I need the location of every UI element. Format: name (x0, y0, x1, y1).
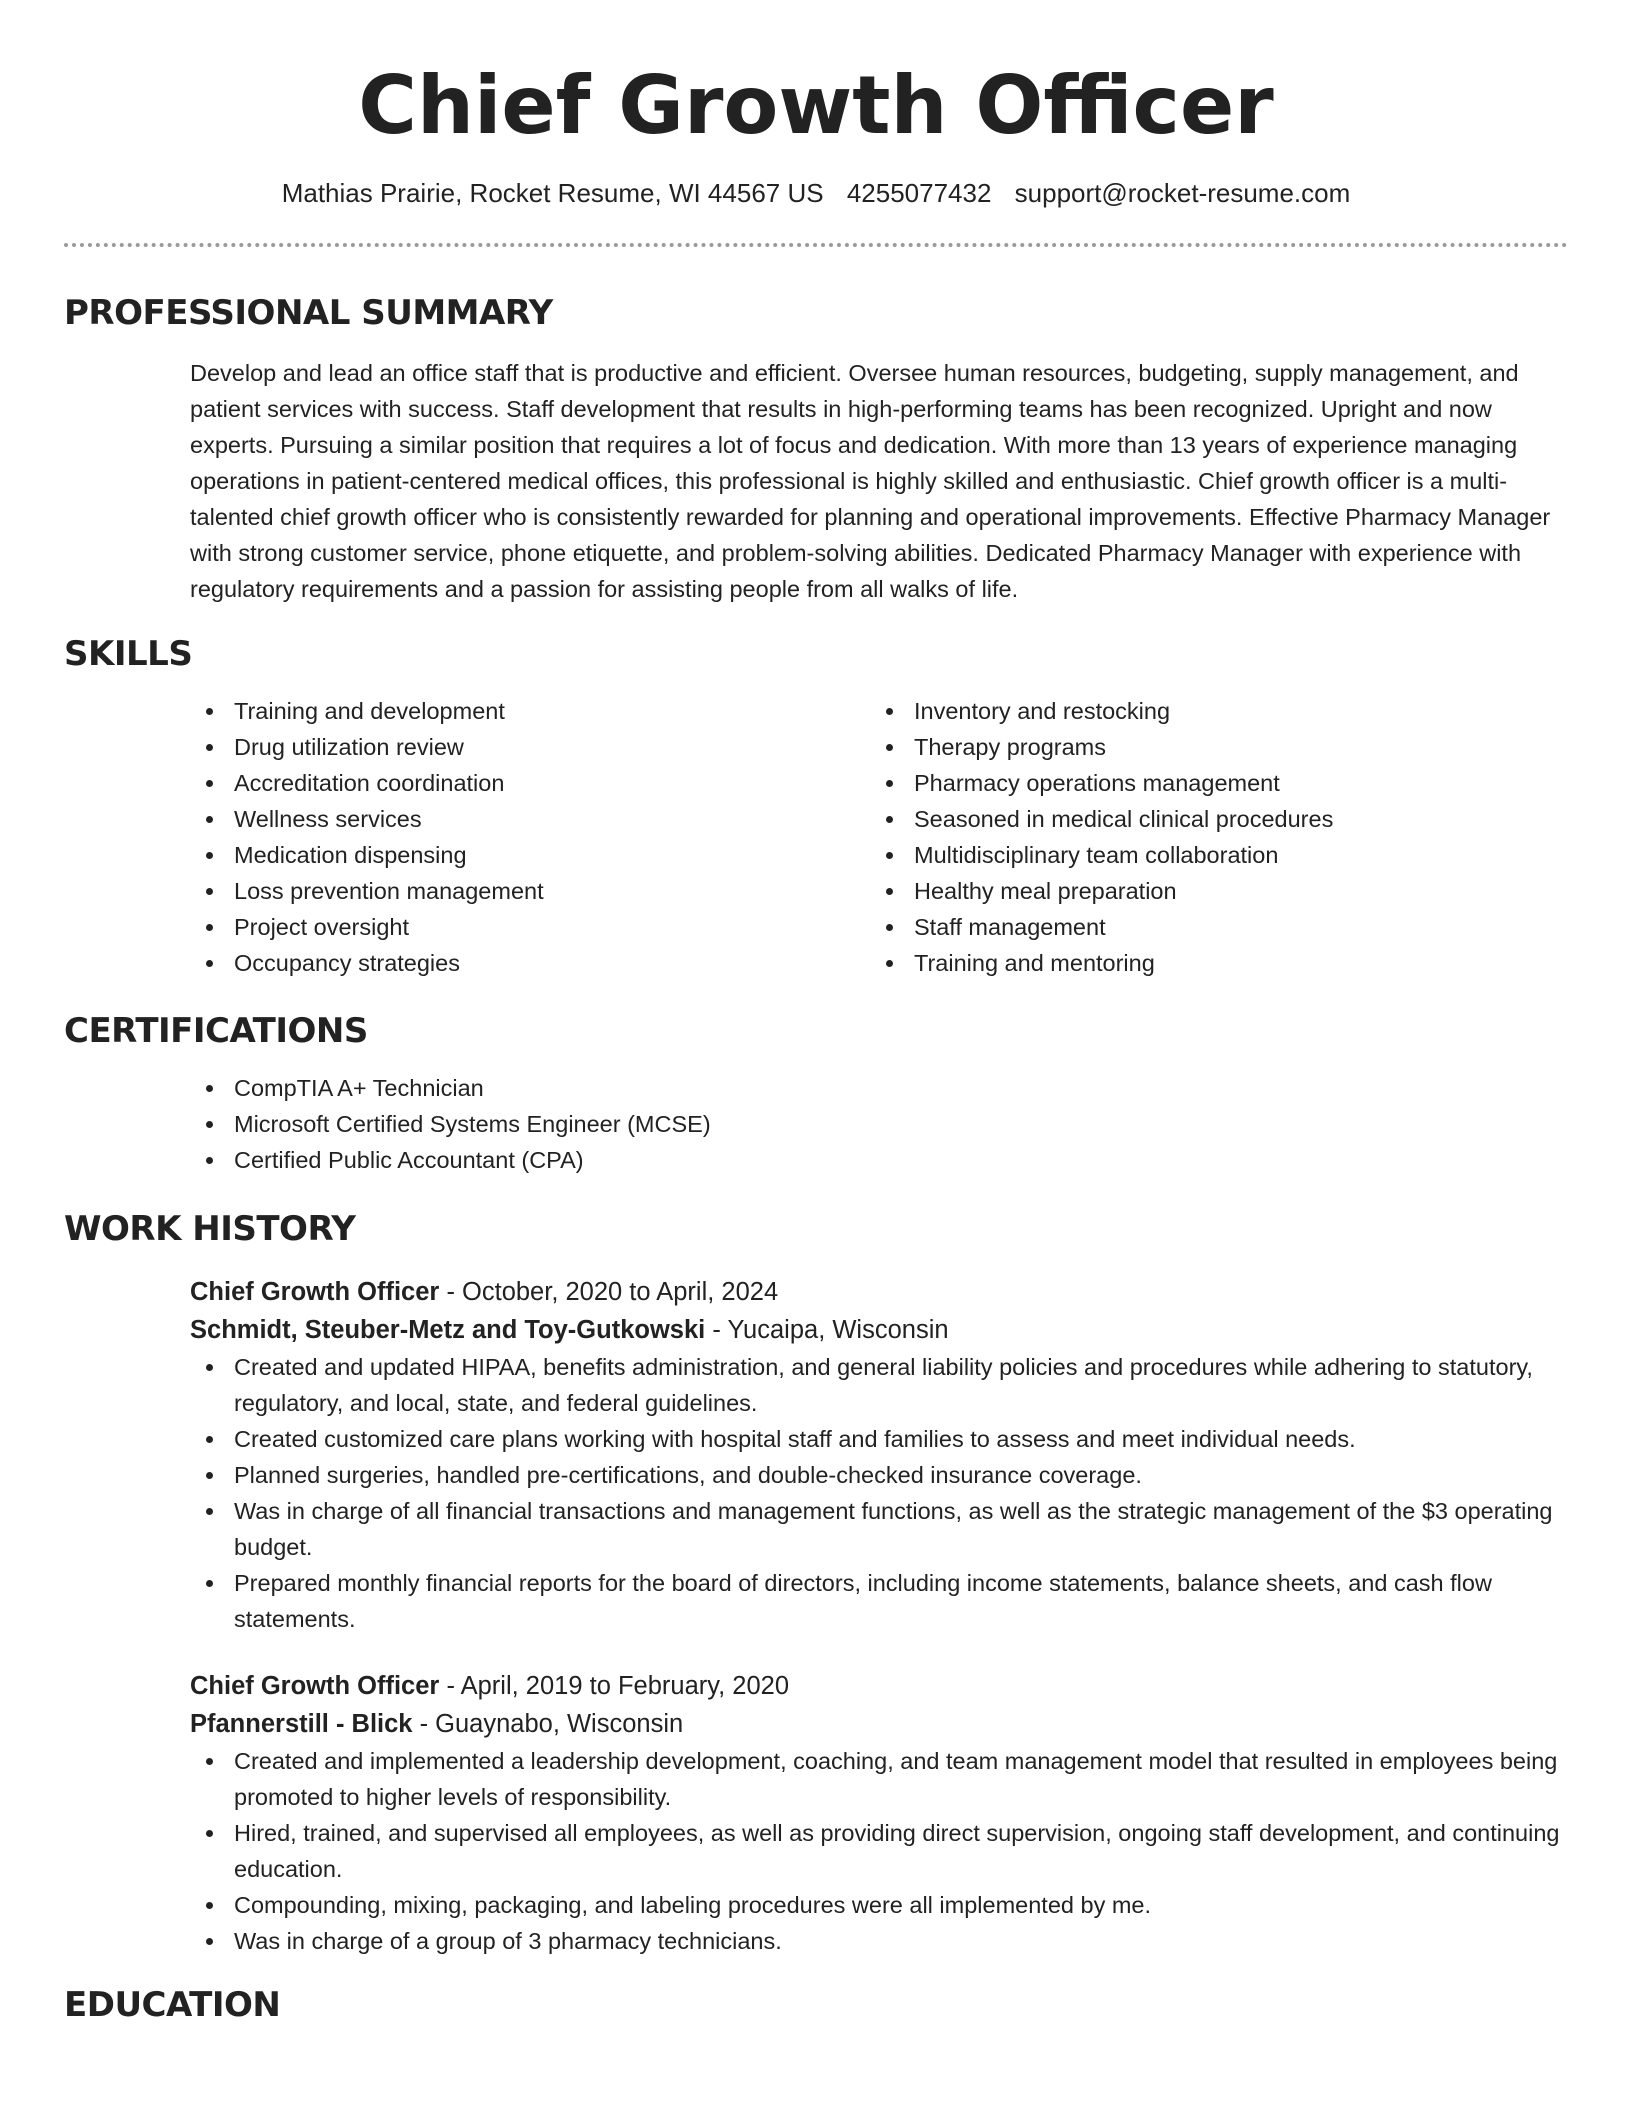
job-bullet: Planned surgeries, handled pre-certifications, and double-checked insurance coverage. (190, 1457, 1570, 1493)
skill-item: Seasoned in medical clinical procedures (870, 801, 1550, 837)
job-location: - Yucaipa, Wisconsin (705, 1316, 949, 1344)
certification-item: CompTIA A+ Technician (190, 1070, 1568, 1106)
skill-item: Wellness services (190, 801, 870, 837)
skills-grid (190, 693, 1568, 981)
skill-item: Training and mentoring (870, 945, 1550, 981)
certification-item: Certified Public Accountant (CPA) (190, 1142, 1568, 1178)
job-bullet: Was in charge of a group of 3 pharmacy technicians. (190, 1923, 1570, 1959)
job-title-line (190, 1273, 1568, 1311)
summary-heading: PROFESSIONAL SUMMARY (64, 293, 553, 333)
skill-item: Drug utilization review (190, 729, 870, 765)
skill-item: Medication dispensing (190, 837, 870, 873)
skill-item: Accreditation coordination (190, 765, 870, 801)
certifications-heading: CERTIFICATIONS (64, 1011, 368, 1051)
education-heading: EDUCATION (64, 1985, 281, 2025)
job-bullet: Was in charge of all financial transactions and management functions, as well as the strategic management of the $3 operating budget. (190, 1493, 1570, 1565)
summary-text: Develop and lead an office staff that is productive and efficient. Oversee human resources, budgeting, supply management, and patient services with success. Staff development that results in high-performing teams has been recognized. Upright and now experts. Pursuing a similar position that requires a lot of focus and dedication. With more than 13 years of experience managing operations in patient-centered medical offices, this professional is highly skilled and enthusiastic. Chief growth officer is a multi-talented chief growth officer who is consistently rewarded for planning and operational improvements. Effective Pharmacy Manager with strong customer service, phone etiquette, and problem-solving abilities. Dedicated Pharmacy Manager with experience with regulatory requirements and a passion for assisting people from all walks of life. (190, 360, 1551, 602)
job-bullet: Created customized care plans working with hospital staff and families to assess and meet individual needs. (190, 1421, 1570, 1457)
job-bullet: Compounding, mixing, packaging, and labeling procedures were all implemented by me. (190, 1887, 1570, 1923)
job-dates: - April, 2019 to February, 2020 (439, 1672, 790, 1700)
job-bullet: Created and implemented a leadership development, coaching, and team management model that resulted in employees being promoted to higher levels of responsibility. (190, 1743, 1570, 1815)
skill-item: Project oversight (190, 909, 870, 945)
job-title-line (190, 1667, 1568, 1705)
job-entry (190, 1273, 1568, 1637)
contact-line (64, 176, 1568, 210)
skill-item: Multidisciplinary team collaboration (870, 837, 1550, 873)
contact-address: Mathias Prairie, Rocket Resume, WI 44567 US (281, 178, 824, 208)
skill-item: Training and development (190, 693, 870, 729)
skill-item: Therapy programs (870, 729, 1550, 765)
skills-column-left (190, 693, 870, 981)
contact-phone: 4255077432 (846, 178, 992, 208)
work-history-heading: WORK HISTORY (64, 1209, 356, 1249)
job-location: - Guaynabo, Wisconsin (412, 1710, 684, 1738)
job-bullets (190, 1349, 1570, 1637)
skill-item: Pharmacy operations management (870, 765, 1550, 801)
job-bullet: Created and updated HIPAA, benefits administration, and general liability policies and procedures while adhering to statutory, regulatory, and local, state, and federal guidelines. (190, 1349, 1570, 1421)
skill-item: Occupancy strategies (190, 945, 870, 981)
skill-item: Inventory and restocking (870, 693, 1550, 729)
skills-heading: SKILLS (64, 634, 193, 674)
job-bullet: Hired, trained, and supervised all employees, as well as providing direct supervision, ongoing staff development, and continuing education. (190, 1815, 1570, 1887)
skill-item: Staff management (870, 909, 1550, 945)
job-bullets (190, 1743, 1570, 1959)
job-dates: - October, 2020 to April, 2024 (439, 1278, 779, 1306)
resume-page (64, 0, 1568, 2027)
contact-email: support@rocket-resume.com (1014, 178, 1351, 208)
job-entry (190, 1667, 1568, 1959)
candidate-name: Chief Growth Officer (358, 59, 1274, 152)
skills-column-right (870, 693, 1550, 981)
job-role: Chief Growth Officer (190, 1672, 440, 1700)
skill-item: Healthy meal preparation (870, 873, 1550, 909)
certification-item: Microsoft Certified Systems Engineer (MCSE) (190, 1106, 1568, 1142)
job-role: Chief Growth Officer (190, 1278, 440, 1306)
job-company: Pfannerstill - Blick (190, 1710, 413, 1738)
job-bullet: Prepared monthly financial reports for the board of directors, including income statements, balance sheets, and cash flow statements. (190, 1565, 1570, 1637)
job-company-line (190, 1311, 1568, 1349)
certifications-list (190, 1070, 1568, 1178)
skill-item: Loss prevention management (190, 873, 870, 909)
job-company-line (190, 1705, 1568, 1743)
header-divider (64, 243, 1568, 247)
job-company: Schmidt, Steuber-Metz and Toy-Gutkowski (190, 1316, 706, 1344)
